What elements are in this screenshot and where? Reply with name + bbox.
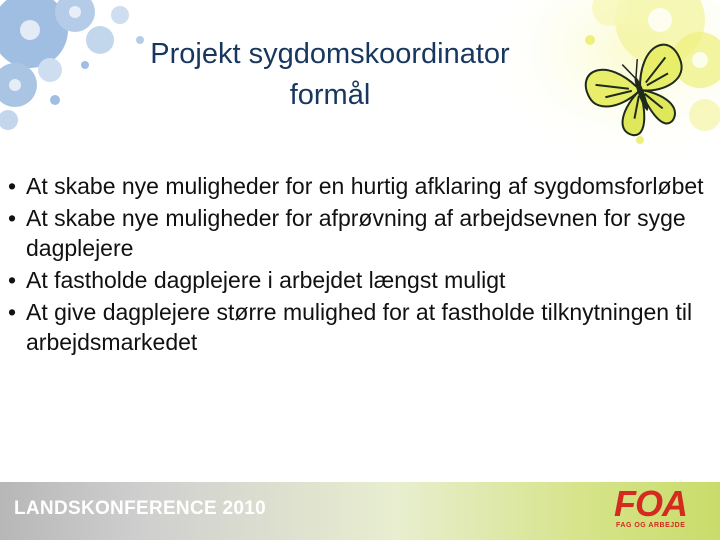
logo-tagline: FAG OG ARBEJDE <box>616 522 686 529</box>
bullet-marker: • <box>8 267 17 293</box>
bullet-text: At fastholde dagplejere i arbejdet længst muligt <box>26 267 506 293</box>
bullet-list <box>8 171 708 359</box>
slide-title <box>120 34 540 116</box>
bullet-item <box>8 203 708 263</box>
bullet-item <box>8 171 708 201</box>
bullet-text: At skabe nye muligheder for en hurtig afklaring af sygdomsforløbet <box>26 173 704 199</box>
foa-logo <box>606 483 714 534</box>
bullet-marker: • <box>8 173 17 199</box>
title-line-1: Projekt sygdomskoordinator <box>150 38 510 70</box>
bullet-marker: • <box>8 205 17 231</box>
bullet-text: At give dagplejere større mulighed for at fastholde tilknytningen til arbejdsmarkedet <box>26 299 693 355</box>
title-line-2: formål <box>289 79 371 111</box>
logo-wordmark: FOA <box>614 483 687 524</box>
bullet-item <box>8 265 708 295</box>
bullet-text: At skabe nye muligheder for afprøvning af arbejdsevnen for syge dagplejere <box>26 205 686 261</box>
conference-label: LANDSKONFERENCE 2010 <box>14 498 266 519</box>
bullet-item <box>8 297 708 357</box>
bullet-marker: • <box>8 299 17 325</box>
